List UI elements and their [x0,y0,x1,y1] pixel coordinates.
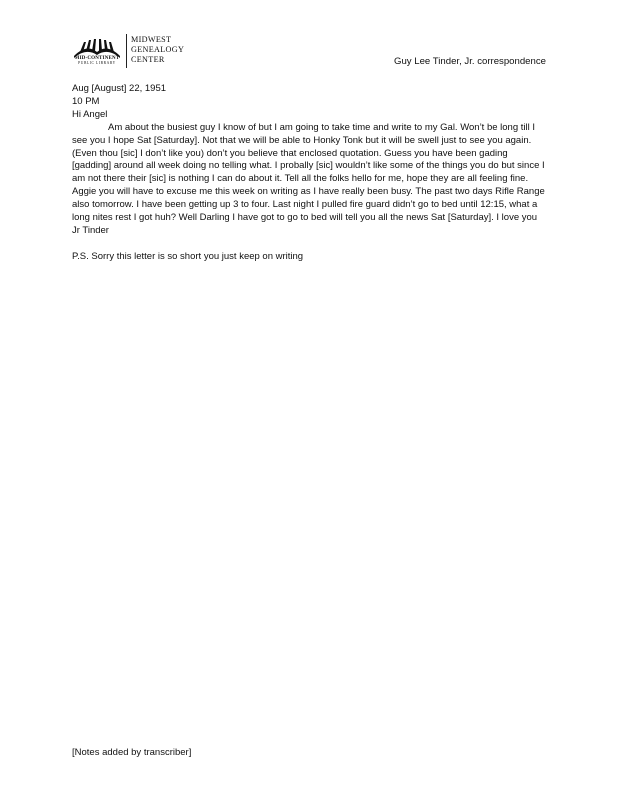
letter-time: 10 PM [72,95,100,107]
midwest-genealogy-center-logo [72,34,202,68]
library-name-line2: PUBLIC LIBRARY [78,61,116,65]
letter-postscript: P.S. Sorry this letter is so short you just keep on writing [72,250,304,262]
organization-name [131,35,184,65]
logo-divider [126,34,127,68]
collection-title: Guy Lee Tinder, Jr. correspondence [394,56,546,67]
letter-date: Aug [August] 22, 1951 [72,83,167,94]
library-name [72,56,122,66]
letter-signature: Jr Tinder [72,224,109,236]
org-line-3: CENTER [131,55,165,64]
org-line-2: GENEALOGY [131,45,185,54]
letter-body: Am about the busiest guy I know of but I am going to take time and write to my Gal. Won’t be long till I see you I hope Sat [Saturday]. Not that we will be able to Honky Tonk but it will be swell just to see you again. (Even thou [sic] I don’t like you) don’t you believe that enclosed quotation. Guess you have been gading [gadding] around all week doing no telling what. I probally [sic] wouldn’t like some of the things you do but since I am not there their [sic] is nothing I can do about it. Tell all the folks hello for me, hope they are all feeling fine. Aggie you will have to excuse me this week on writing as I have really been busy. The past two days Rifle Range also tomorrow. I have been getting up 3 to four. Last night I pulled fire guard didn’t go to bed until 12:15, what a long nites rest I got huh? Well Darling I have got to go to bed will tell you all the news Sat [Saturday]. I love you [72,121,545,224]
letter-salutation: Hi Angel [72,108,108,120]
library-name-line1: MID-CONTINENT [74,56,120,61]
letter-transcription [72,83,548,264]
transcriber-note: [Notes added by transcriber] [72,747,192,758]
org-line-1: MIDWEST [131,35,172,44]
